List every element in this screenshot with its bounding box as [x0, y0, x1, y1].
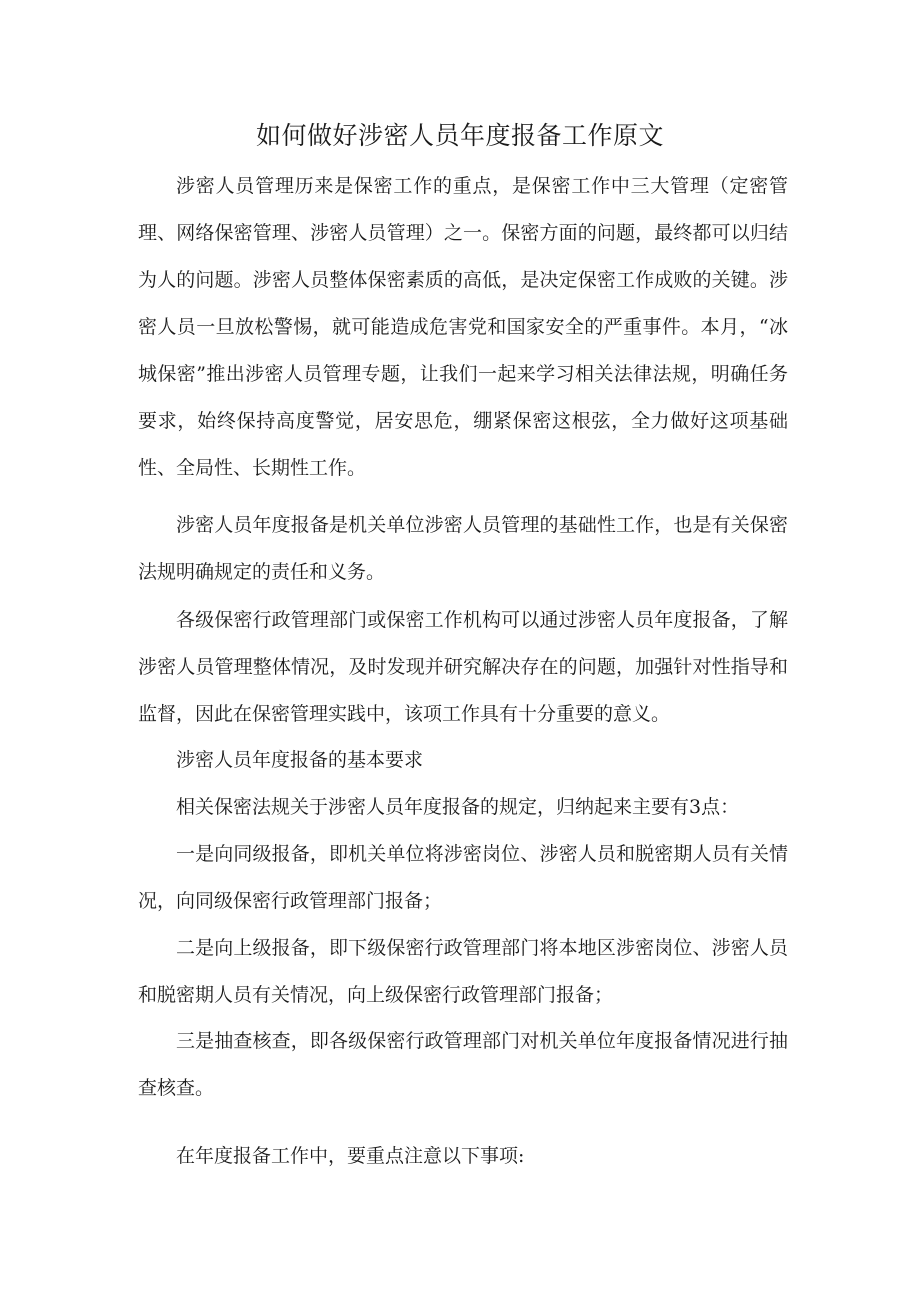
paragraph-intro: 涉密人员管理历来是保密工作的重点，是保密工作中三大管理（定密管理、网络保密管理、涉密人员管理）之一。保密方面的问题，最终都可以归结为人的问题。涉密人员整体保密素质的高低，是决定保密工作成败的关键。涉密人员一旦放松警惕，就可能造成危害党和国家安全的严重事件。本月，“冰城保密”推出涉密人员管理专题，让我们一起来学习相关法律法规，明确任务要求，始终保持高度警觉，居安思危，绷紧保密这根弦，全力做好这项基础性、全局性、长期性工作。 [138, 175, 788, 479]
section-heading-basic-requirements: 涉密人员年度报备的基本要求 [176, 749, 424, 771]
paragraph-point-three: 三是抽查核查，即各级保密行政管理部门对机关单位年度报备情况进行抽查核查。 [138, 1030, 788, 1099]
document-title: 如何做好涉密人员年度报备工作原文 [255, 121, 664, 150]
paragraph-significance: 各级保密行政管理部门或保密工作机构可以通过涉密人员年度报备，了解涉密人员管理整体情况，及时发现并研究解决存在的问题，加强针对性指导和监督，因此在保密管理实践中，该项工作具有十分重要的意义。 [138, 609, 788, 725]
paragraph-notes-intro: 在年度报备工作中，要重点注意以下事项: [176, 1145, 525, 1167]
paragraph-point-two: 二是向上级报备，即下级保密行政管理部门将本地区涉密岗位、涉密人员和脱密期人员有关情况，向上级保密行政管理部门报备； [138, 937, 788, 1006]
paragraph-three-points: 相关保密法规关于涉密人员年度报备的规定，归纳起来主要有3点： [176, 796, 740, 818]
paragraph-point-one: 一是向同级报备，即机关单位将涉密岗位、涉密人员和脱密期人员有关情况，向同级保密行政管理部门报备； [138, 843, 788, 912]
paragraph-reporting-basis: 涉密人员年度报备是机关单位涉密人员管理的基础性工作，也是有关保密法规明确规定的责任和义务。 [138, 514, 788, 583]
